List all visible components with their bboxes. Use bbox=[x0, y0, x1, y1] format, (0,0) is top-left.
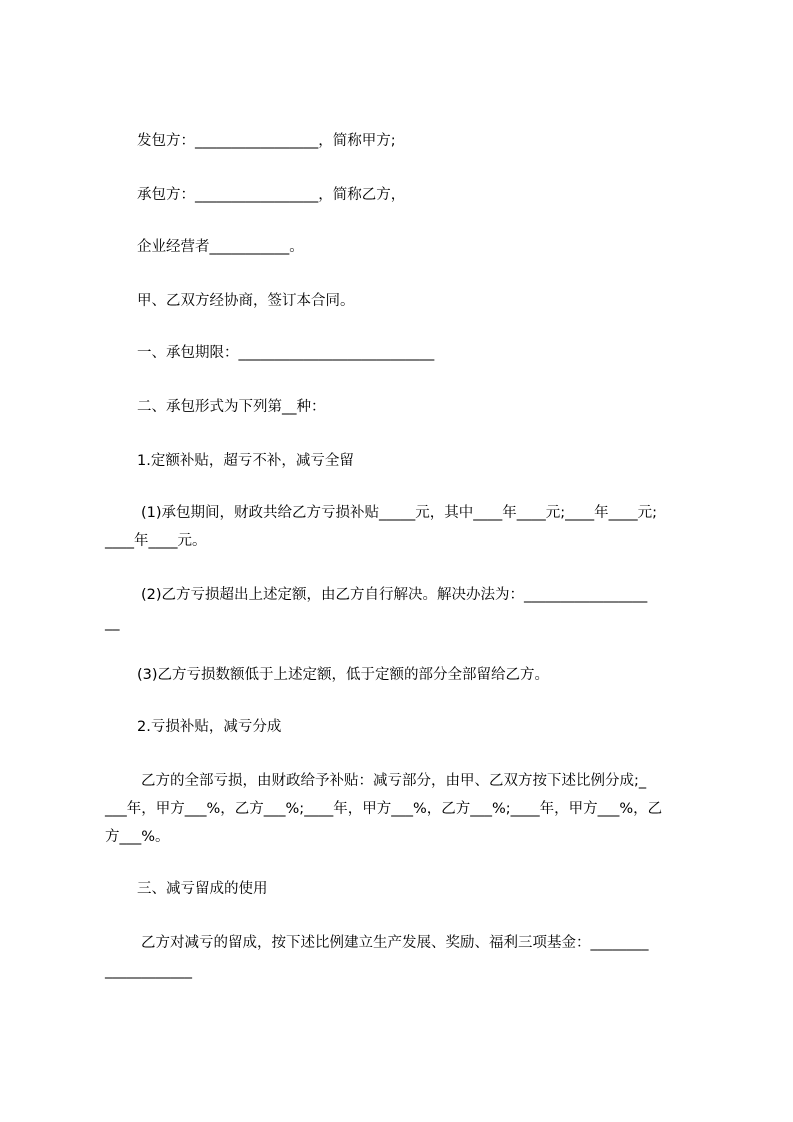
manager-line: 企业经营者___________。 bbox=[137, 239, 304, 255]
party-b-line: 承包方：_________________，简称乙方， bbox=[137, 187, 406, 203]
section-1-term: 一、承包期限：___________________________ bbox=[137, 345, 435, 361]
item-1-title: 1.定额补贴，超亏不补，减亏全留 bbox=[137, 453, 354, 469]
item-2-title: 2.亏损补贴，减亏分成 bbox=[137, 719, 282, 735]
item-1-1-line-1: (1)承包期间，财政共给乙方亏损补贴_____元，其中____年____元;____年____元; bbox=[141, 505, 658, 521]
item-1-2-line-2: __ bbox=[105, 615, 120, 631]
item-2-line-3: 方___%。 bbox=[105, 829, 170, 845]
section-3-line-1: 乙方对减亏的留成，按下述比例建立生产发展、奖励、福利三项基金：________ bbox=[141, 935, 649, 951]
agreement-line: 甲、乙双方经协商，签订本合同。 bbox=[137, 293, 355, 309]
item-2-line-1: 乙方的全部亏损，由财政给予补贴：减亏部分，由甲、乙双方按下述比例分成;_ bbox=[141, 773, 647, 789]
item-2-line-2: ___年，甲方___%，乙方___%;____年，甲方___%，乙方___%;____年，甲方___%，乙 bbox=[105, 801, 663, 817]
item-1-1-line-2: ____年____元。 bbox=[105, 533, 207, 549]
item-1-3-line: (3)乙方亏损数额低于上述定额，低于定额的部分全部留给乙方。 bbox=[137, 667, 550, 683]
section-3-title: 三、减亏留成的使用 bbox=[137, 881, 268, 897]
section-2-form: 二、承包形式为下列第__种： bbox=[137, 399, 326, 415]
item-1-2-line-1: (2)乙方亏损超出上述定额，由乙方自行解决。解决办法为：_________________ bbox=[141, 587, 648, 603]
section-3-line-2: ____________ bbox=[105, 963, 192, 979]
party-a-line: 发包方：_________________，简称甲方; bbox=[137, 133, 396, 149]
